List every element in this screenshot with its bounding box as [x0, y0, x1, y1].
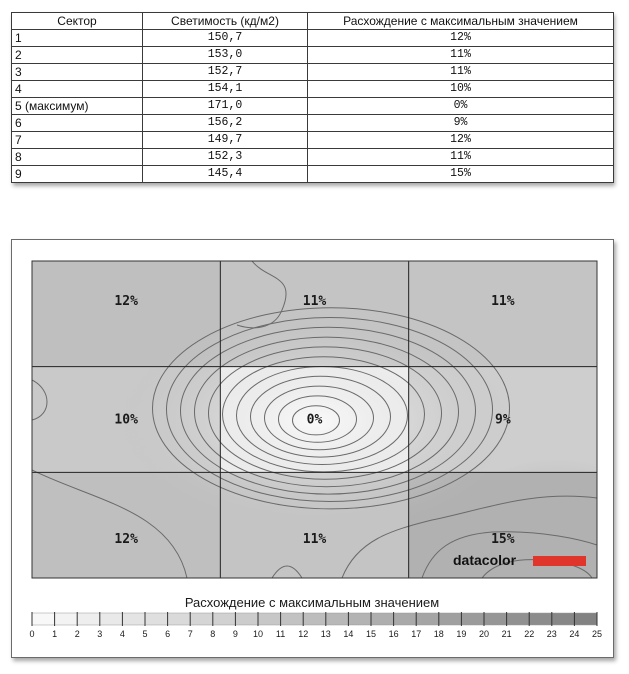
cell-luminance: 149,7	[143, 132, 308, 149]
sector-label: 11%	[302, 532, 327, 547]
cell-deviation: 10%	[308, 81, 614, 98]
cell-deviation: 12%	[308, 30, 614, 47]
cell-sector: 4	[12, 81, 143, 98]
cell-deviation: 11%	[308, 47, 614, 64]
table-row	[12, 64, 614, 81]
sector-label: 11%	[302, 294, 327, 309]
table-row	[12, 30, 614, 47]
legend-tick-label: 25	[591, 629, 603, 639]
cell-sector: 3	[12, 64, 143, 81]
legend-swatch	[371, 613, 394, 625]
cell-luminance: 145,4	[143, 166, 308, 183]
cell-luminance: 156,2	[143, 115, 308, 132]
legend-swatch	[394, 613, 417, 625]
table-row	[12, 166, 614, 183]
legend-swatch	[258, 613, 281, 625]
legend-tick-label: 16	[388, 629, 399, 639]
sector-label: 11%	[491, 294, 515, 309]
legend-swatch	[326, 613, 349, 625]
legend-swatch	[574, 613, 597, 625]
legend-swatch	[77, 613, 100, 625]
legend-tick-label: 7	[187, 629, 193, 639]
legend-tick-label: 0	[29, 629, 35, 639]
legend-tick-label: 3	[97, 629, 103, 639]
legend-swatch	[145, 613, 168, 625]
cell-sector: 2	[12, 47, 143, 64]
table-header-row	[12, 13, 614, 30]
sector-label: 15%	[491, 532, 515, 547]
legend-tick-label: 21	[501, 629, 512, 639]
luminance-table-container	[11, 12, 613, 183]
cell-luminance: 171,0	[143, 98, 308, 115]
legend-tick-label: 18	[433, 629, 444, 639]
legend-swatch	[507, 613, 530, 625]
table-row	[12, 115, 614, 132]
sector-label: 10%	[114, 412, 138, 428]
legend-swatch	[416, 613, 439, 625]
legend-swatch	[213, 613, 236, 625]
legend-tick-label: 6	[165, 629, 171, 639]
legend-swatch	[529, 613, 552, 625]
legend-tick-label: 12	[298, 629, 309, 639]
cell-deviation: 11%	[308, 64, 614, 81]
table-row	[12, 81, 614, 98]
cell-sector: 6	[12, 115, 143, 132]
legend-tick-label: 11	[275, 629, 286, 639]
legend-tick-label: 20	[478, 629, 490, 639]
cell-deviation: 15%	[308, 166, 614, 183]
sector-label: 12%	[114, 532, 138, 547]
luminance-table	[11, 12, 614, 183]
legend-swatch	[552, 613, 575, 625]
legend-tick-label: 9	[232, 629, 238, 639]
sector-label: 12%	[114, 294, 138, 309]
legend-swatch	[190, 613, 213, 625]
cell-deviation: 11%	[308, 149, 614, 166]
cell-luminance: 153,0	[143, 47, 308, 64]
legend-swatch	[55, 613, 78, 625]
table-row	[12, 98, 614, 115]
cell-deviation: 0%	[308, 98, 614, 115]
heatmap-plot	[32, 261, 613, 618]
datacolor-logo: datacolor	[453, 552, 517, 568]
uniformity-chart	[12, 240, 613, 657]
legend-title: Расхождение с максимальным значением	[184, 595, 440, 610]
uniformity-chart-panel	[11, 239, 614, 658]
sector-label: 9%	[495, 412, 511, 428]
legend-swatch	[484, 613, 507, 625]
cell-luminance: 150,7	[143, 30, 308, 47]
cell-luminance: 152,3	[143, 149, 308, 166]
header-deviation: Расхождение с максимальным значением	[308, 13, 614, 30]
cell-luminance: 154,1	[143, 81, 308, 98]
sector-label: 0%	[306, 412, 323, 428]
legend-tick-label: 13	[320, 629, 331, 639]
table-row	[12, 149, 614, 166]
cell-sector: 9	[12, 166, 143, 183]
table-row	[12, 132, 614, 149]
legend-swatch	[235, 613, 258, 625]
cell-deviation: 9%	[308, 115, 614, 132]
cell-sector: 5 (максимум)	[12, 98, 143, 115]
legend-tick-label: 8	[210, 629, 216, 639]
legend-swatch	[303, 613, 326, 625]
table-row	[12, 47, 614, 64]
cell-sector: 1	[12, 30, 143, 47]
legend-swatch	[348, 613, 371, 625]
cell-luminance: 152,7	[143, 64, 308, 81]
header-luminance: Светимость (кд/м2)	[143, 13, 308, 30]
header-sector: Сектор	[12, 13, 143, 30]
legend-tick-label: 10	[252, 629, 264, 639]
cell-sector: 7	[12, 132, 143, 149]
legend-swatch	[281, 613, 304, 625]
legend-swatch	[168, 613, 191, 625]
legend-tick-label: 5	[142, 629, 148, 639]
legend-swatch	[100, 613, 123, 625]
legend-tick-label: 17	[411, 629, 422, 639]
cell-deviation: 12%	[308, 132, 614, 149]
legend-tick-label: 22	[524, 629, 535, 639]
legend-tick-label: 24	[569, 629, 580, 639]
table-body	[12, 30, 614, 183]
legend-swatch	[461, 613, 484, 625]
legend-swatch	[32, 613, 55, 625]
legend-tick-label: 23	[546, 629, 557, 639]
legend-tick-label: 2	[74, 629, 80, 639]
legend-tick-label: 1	[52, 629, 58, 639]
legend-swatch	[122, 613, 145, 625]
datacolor-logo-bar	[533, 556, 586, 566]
legend-tick-label: 15	[365, 629, 377, 639]
legend-tick-label: 14	[343, 629, 354, 639]
legend-tick-label: 19	[456, 629, 467, 639]
cell-sector: 8	[12, 149, 143, 166]
legend-tick-label: 4	[119, 629, 125, 639]
legend-swatch	[439, 613, 462, 625]
